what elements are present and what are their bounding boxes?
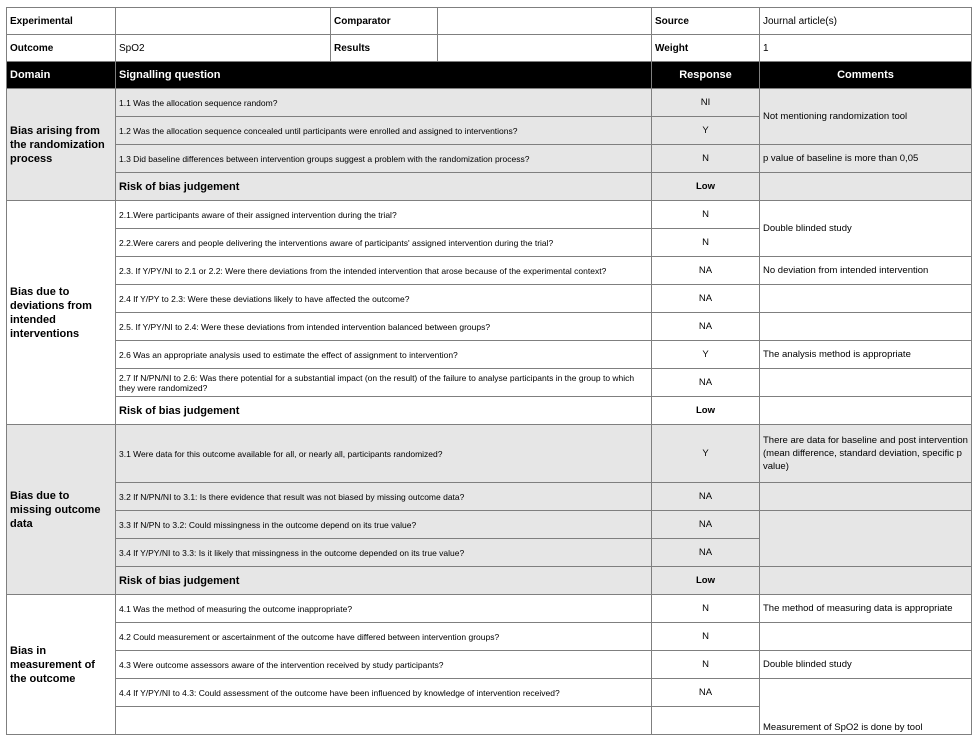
question-row bbox=[7, 341, 972, 369]
response-cell[interactable]: N bbox=[652, 145, 760, 173]
comparator-value[interactable] bbox=[438, 8, 652, 35]
risk-of-bias-label: Risk of bias judgement bbox=[116, 173, 652, 201]
response-cell[interactable]: NA bbox=[652, 539, 760, 567]
comment-cell[interactable]: Measurement of SpO2 is done by tool bbox=[760, 679, 972, 735]
question-text: 2.3. If Y/PY/NI to 2.1 or 2.2: Were there deviations from the intended intervention that arose because of the experimental context? bbox=[116, 257, 652, 285]
experimental-label: Experimental bbox=[7, 8, 116, 35]
response-cell[interactable]: N bbox=[652, 623, 760, 651]
question-text: 4.4 If Y/PY/NI to 4.3: Could assessment of the outcome have been influenced by knowledge of intervention received? bbox=[116, 679, 652, 707]
comment-cell[interactable] bbox=[760, 285, 972, 313]
question-text: 1.3 Did baseline differences between intervention groups suggest a problem with the randomization process? bbox=[116, 145, 652, 173]
response-cell[interactable] bbox=[652, 707, 760, 735]
domain-header: Domain bbox=[7, 62, 116, 89]
response-cell[interactable]: NA bbox=[652, 257, 760, 285]
question-row bbox=[7, 511, 972, 539]
weight-label: Weight bbox=[652, 35, 760, 62]
comment-cell[interactable]: The method of measuring data is appropriate bbox=[760, 595, 972, 623]
response-cell[interactable]: Y bbox=[652, 341, 760, 369]
response-cell[interactable]: NI bbox=[652, 89, 760, 117]
question-row bbox=[7, 201, 972, 229]
response-cell[interactable]: NA bbox=[652, 679, 760, 707]
experimental-value[interactable] bbox=[116, 8, 331, 35]
question-text: 2.7 If N/PN/NI to 2.6: Was there potential for a substantial impact (on the result) of the failure to analyse participants in the group to which they were randomized? bbox=[116, 369, 652, 397]
comment-cell[interactable]: The analysis method is appropriate bbox=[760, 341, 972, 369]
risk-of-bias-label: Risk of bias judgement bbox=[116, 567, 652, 595]
comment-cell[interactable]: There are data for baseline and post intervention (mean difference, standard deviation, specific p value) bbox=[760, 425, 972, 483]
question-text: 1.1 Was the allocation sequence random? bbox=[116, 89, 652, 117]
weight-value[interactable]: 1 bbox=[760, 35, 972, 62]
risk-of-bias-value[interactable]: Low bbox=[652, 567, 760, 595]
response-header: Response bbox=[652, 62, 760, 89]
comment-cell[interactable] bbox=[760, 567, 972, 595]
response-cell[interactable]: Y bbox=[652, 117, 760, 145]
domain-cell: Bias due to missing outcome data bbox=[7, 425, 116, 595]
comment-cell[interactable] bbox=[760, 511, 972, 567]
question-header: Signalling question bbox=[116, 62, 652, 89]
question-text: 4.1 Was the method of measuring the outcome inappropriate? bbox=[116, 595, 652, 623]
response-cell[interactable]: NA bbox=[652, 369, 760, 397]
risk-of-bias-value[interactable]: Low bbox=[652, 397, 760, 425]
question-text: 2.6 Was an appropriate analysis used to estimate the effect of assignment to intervention? bbox=[116, 341, 652, 369]
source-label: Source bbox=[652, 8, 760, 35]
comment-cell[interactable] bbox=[760, 369, 972, 397]
results-label: Results bbox=[331, 35, 438, 62]
question-row bbox=[7, 595, 972, 623]
comment-cell[interactable]: Not mentioning randomization tool bbox=[760, 89, 972, 145]
comment-cell[interactable] bbox=[760, 313, 972, 341]
question-row bbox=[7, 679, 972, 707]
question-row bbox=[7, 623, 972, 651]
domain-cell: Bias due to deviations from intended interventions bbox=[7, 201, 116, 425]
meta-row-2 bbox=[7, 35, 972, 62]
domain-cell: Bias arising from the randomization process bbox=[7, 89, 116, 201]
question-row bbox=[7, 257, 972, 285]
response-cell[interactable]: N bbox=[652, 201, 760, 229]
comments-header: Comments bbox=[760, 62, 972, 89]
comment-cell[interactable] bbox=[760, 623, 972, 651]
header-row bbox=[7, 62, 972, 89]
question-text bbox=[116, 707, 652, 735]
outcome-value[interactable]: SpO2 bbox=[116, 35, 331, 62]
risk-of-bias-table bbox=[6, 7, 972, 735]
question-text: 2.5. If Y/PY/NI to 2.4: Were these deviations from intended intervention balanced between groups? bbox=[116, 313, 652, 341]
question-text: 3.4 If Y/PY/NI to 3.3: Is it likely that missingness in the outcome depended on its true value? bbox=[116, 539, 652, 567]
response-cell[interactable]: NA bbox=[652, 483, 760, 511]
question-text: 3.2 If N/PN/NI to 3.1: Is there evidence that result was not biased by missing outcome data? bbox=[116, 483, 652, 511]
domain-cell: Bias in measurement of the outcome bbox=[7, 595, 116, 735]
risk-of-bias-label: Risk of bias judgement bbox=[116, 397, 652, 425]
risk-of-bias-row bbox=[7, 567, 972, 595]
response-cell[interactable]: NA bbox=[652, 285, 760, 313]
question-text: 4.2 Could measurement or ascertainment of the outcome have differed between intervention groups? bbox=[116, 623, 652, 651]
comment-cell[interactable]: p value of baseline is more than 0,05 bbox=[760, 145, 972, 173]
question-row bbox=[7, 483, 972, 511]
question-row bbox=[7, 425, 972, 483]
outcome-label: Outcome bbox=[7, 35, 116, 62]
question-text: 4.3 Were outcome assessors aware of the intervention received by study participants? bbox=[116, 651, 652, 679]
question-text: 2.2.Were carers and people delivering the interventions aware of participants' assigned intervention during the trial? bbox=[116, 229, 652, 257]
response-cell[interactable]: N bbox=[652, 229, 760, 257]
comment-cell[interactable] bbox=[760, 483, 972, 511]
question-text: 2.4 If Y/PY to 2.3: Were these deviations likely to have affected the outcome? bbox=[116, 285, 652, 313]
source-value[interactable]: Journal article(s) bbox=[760, 8, 972, 35]
results-value[interactable] bbox=[438, 35, 652, 62]
comment-cell[interactable]: Double blinded study bbox=[760, 201, 972, 257]
response-cell[interactable]: NA bbox=[652, 511, 760, 539]
meta-row-1 bbox=[7, 8, 972, 35]
question-text: 3.3 If N/PN to 3.2: Could missingness in the outcome depend on its true value? bbox=[116, 511, 652, 539]
question-text: 1.2 Was the allocation sequence concealed until participants were enrolled and assigned to interventions? bbox=[116, 117, 652, 145]
response-cell[interactable]: NA bbox=[652, 313, 760, 341]
response-cell[interactable]: N bbox=[652, 595, 760, 623]
comment-cell[interactable]: Double blinded study bbox=[760, 651, 972, 679]
response-cell[interactable]: Y bbox=[652, 425, 760, 483]
question-row bbox=[7, 369, 972, 397]
risk-of-bias-row bbox=[7, 397, 972, 425]
question-text: 3.1 Were data for this outcome available for all, or nearly all, participants randomized? bbox=[116, 425, 652, 483]
comment-cell[interactable] bbox=[760, 173, 972, 201]
comparator-label: Comparator bbox=[331, 8, 438, 35]
risk-of-bias-row bbox=[7, 173, 972, 201]
question-row bbox=[7, 89, 972, 117]
question-row bbox=[7, 313, 972, 341]
question-row bbox=[7, 285, 972, 313]
question-text: 2.1.Were participants aware of their assigned intervention during the trial? bbox=[116, 201, 652, 229]
response-cell[interactable]: N bbox=[652, 651, 760, 679]
question-row bbox=[7, 651, 972, 679]
question-row bbox=[7, 145, 972, 173]
comment-cell[interactable]: No deviation from intended intervention bbox=[760, 257, 972, 285]
risk-of-bias-value[interactable]: Low bbox=[652, 173, 760, 201]
comment-cell[interactable] bbox=[760, 397, 972, 425]
